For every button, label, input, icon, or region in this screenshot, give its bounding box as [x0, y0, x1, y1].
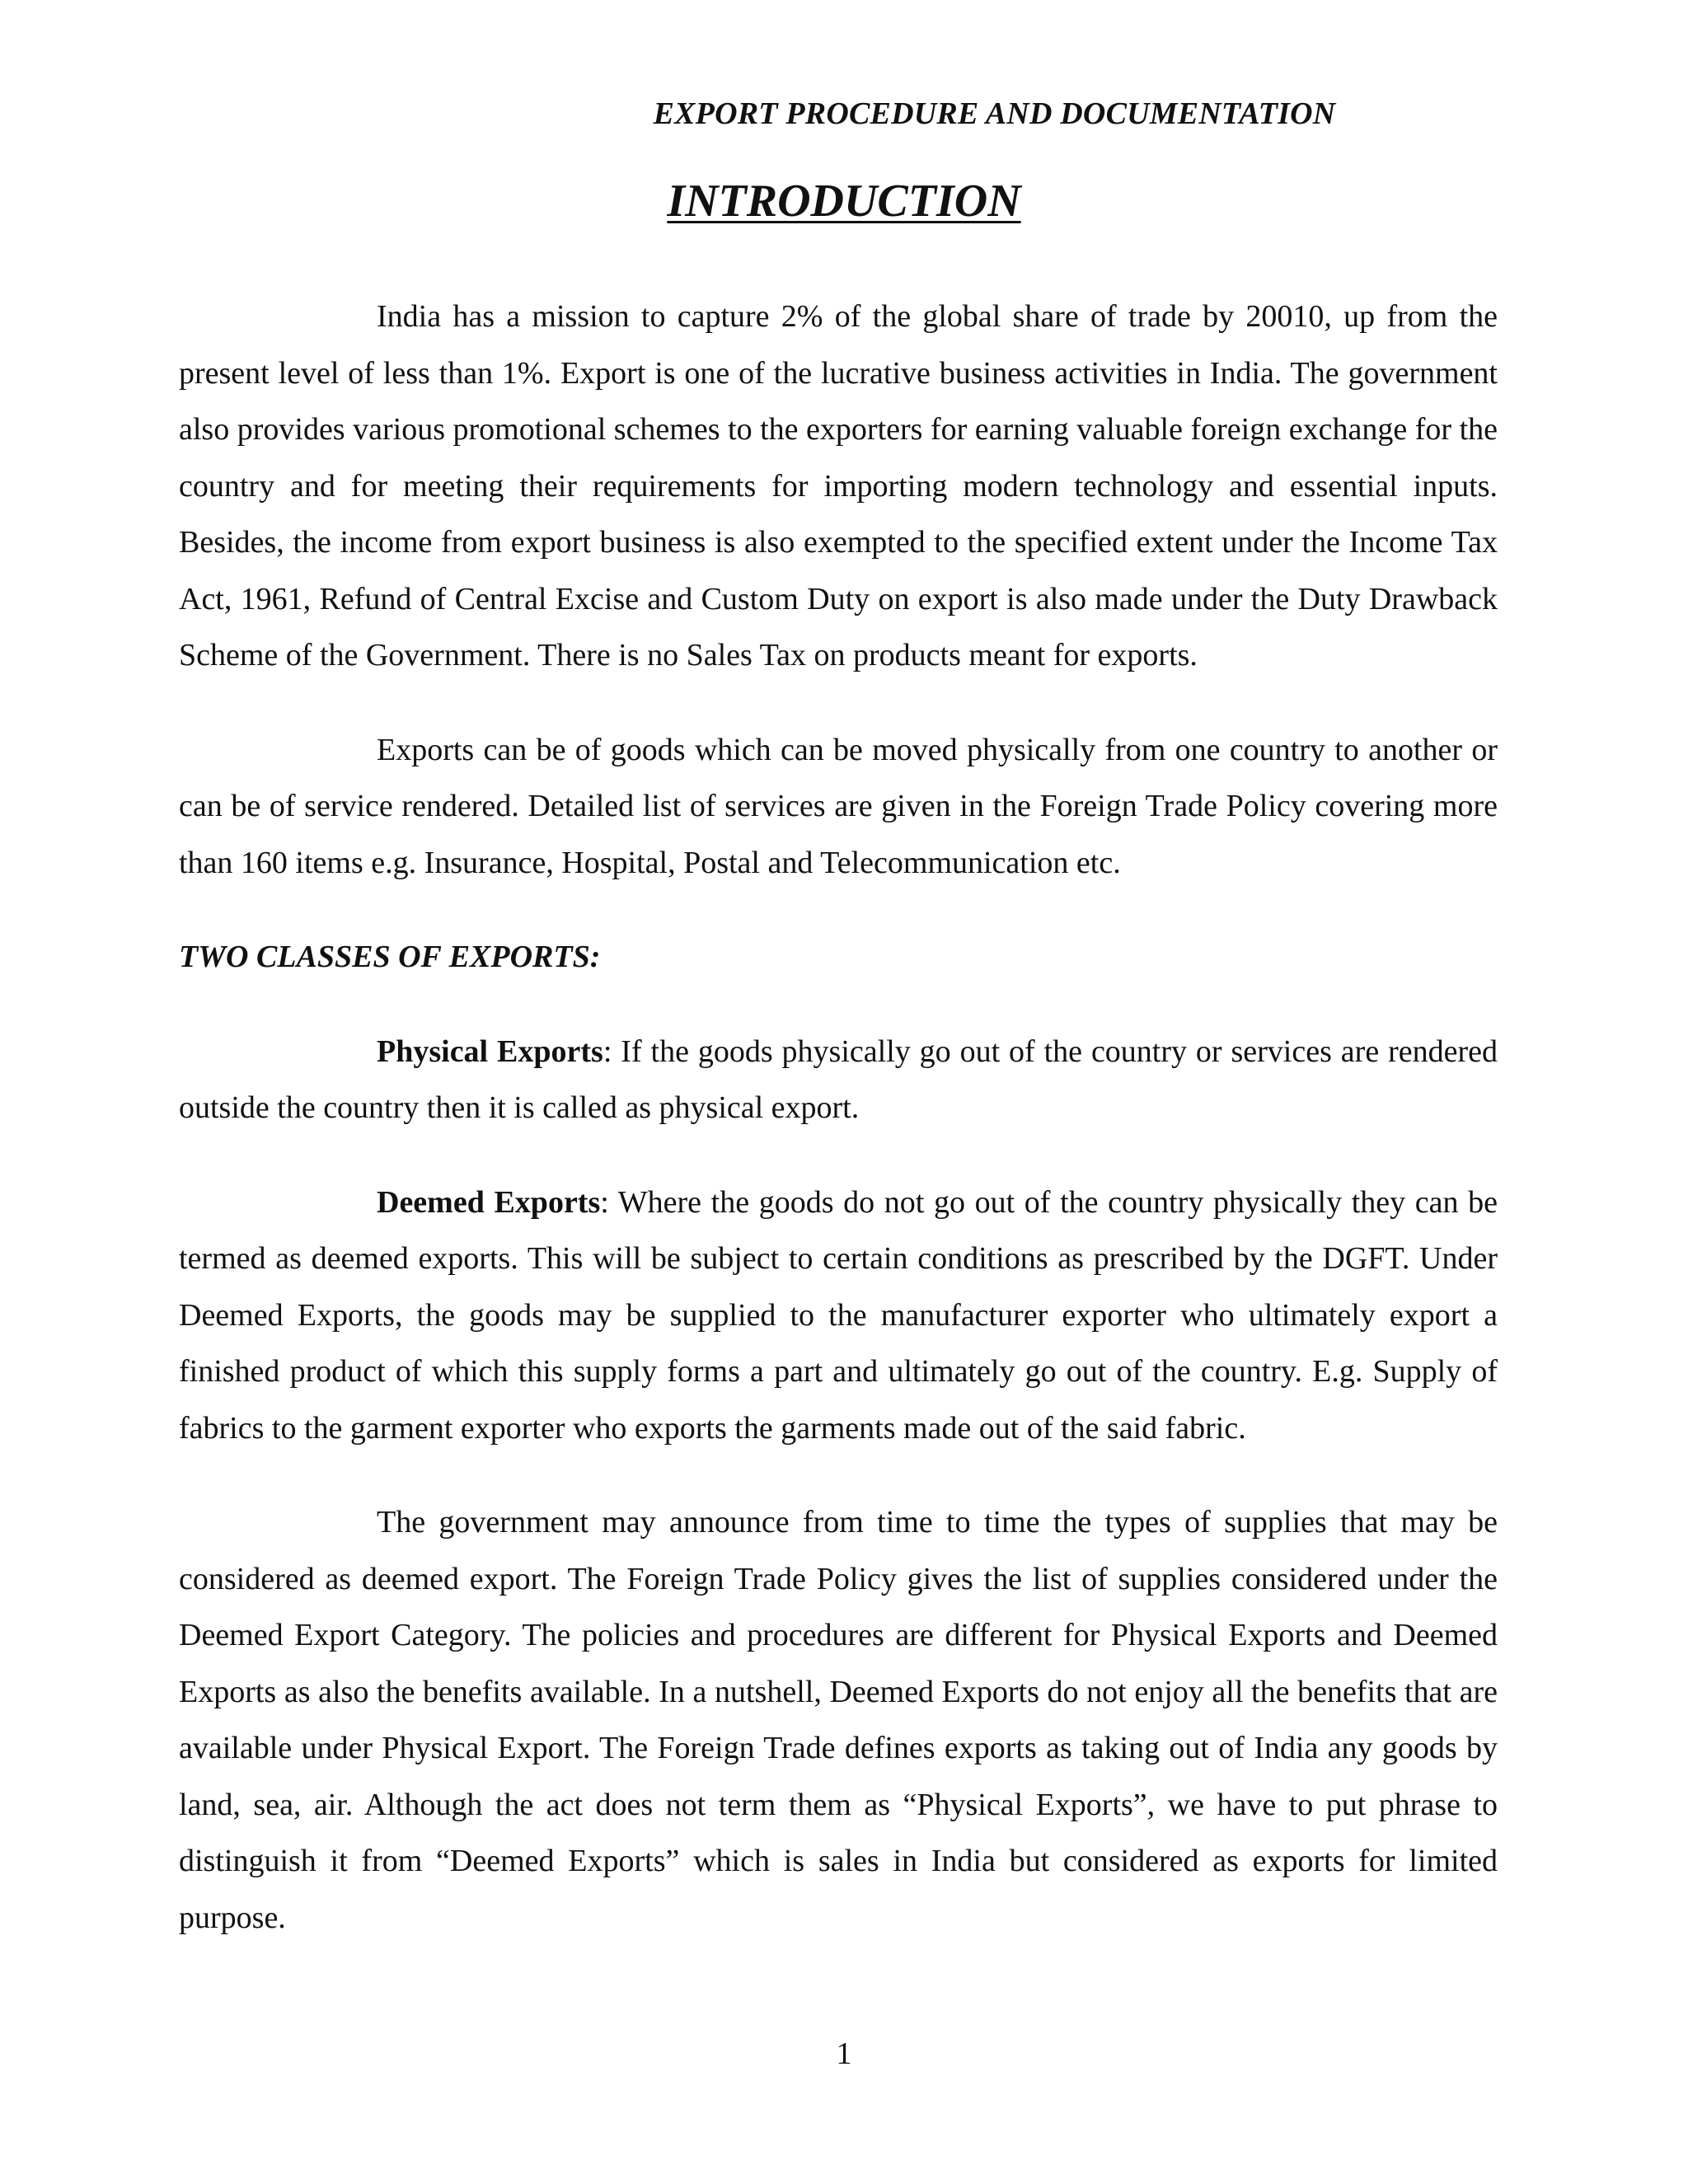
- physical-exports-term: Physical Exports: [377, 1033, 603, 1069]
- deemed-exports-paragraph: [179, 1174, 1498, 1457]
- physical-exports-paragraph: [179, 1024, 1498, 1137]
- subheading-two-classes: TWO CLASSES OF EXPORTS:: [179, 940, 601, 974]
- deemed-exports-definition: : Where the goods do not go out of the country physically they can be termed as deemed exports. This will be subject to certain conditions as prescribed by the DGFT. Under Deemed Exports, the goods may be supplied to the manufacturer exporter who ultimately export a finished product of which this supply forms a part and ultimately go out of the country. E.g. Supply of fabrics to the garment exporter who exports the garments made out of the said fabric.: [179, 1184, 1498, 1446]
- page-number: 1: [836, 2036, 852, 2071]
- page-heading: INTRODUCTION: [667, 176, 1021, 227]
- deemed-exports-term: Deemed Exports: [377, 1184, 601, 1220]
- physical-exports-definition: : If the goods physically go out of the country or services are rendered outside the country then it is called as physical export.: [179, 1033, 1498, 1125]
- exports-paragraph: Exports can be of goods which can be moved physically from one country to another or can be of service rendered. Detailed list of services are given in the Foreign Trade Policy covering more than 160 items e.g. Insurance, Hospital, Postal and Telecommunication etc.: [179, 732, 1498, 880]
- deemed-supplies-paragraph: The government may announce from time to time the types of supplies that may be considered as deemed export. The Foreign Trade Policy gives the list of supplies considered under the Deemed Export Category. The policies and procedures are different for Physical Exports and Deemed Exports as also the benefits available. In a nutshell, Deemed Exports do not enjoy all the benefits that are available under Physical Export. The Foreign Trade defines exports as taking out of India any goods by land, sea, air. Although the act does not term them as “Physical Exports”, we have to put phrase to distinguish it from “Deemed Exports” which is sales in India but considered as exports for limited purpose.: [179, 1505, 1498, 1935]
- intro-paragraph: India has a mission to capture 2% of the global share of trade by 20010, up from the present level of less than 1%. Export is one of the lucrative business activities in India. The government also provides various promotional schemes to the exporters for earning valuable foreign exchange for the country and for meeting their requirements for importing modern technology and essential inputs. Besides, the income from export business is also exempted to the specified extent under the Income Tax Act, 1961, Refund of Central Excise and Custom Duty on export is also made under the Duty Drawback Scheme of the Government. There is no Sales Tax on products meant for exports.: [179, 299, 1498, 673]
- running-title: EXPORT PROCEDURE AND DOCUMENTATION: [653, 96, 1336, 131]
- body-text: [179, 288, 1498, 1984]
